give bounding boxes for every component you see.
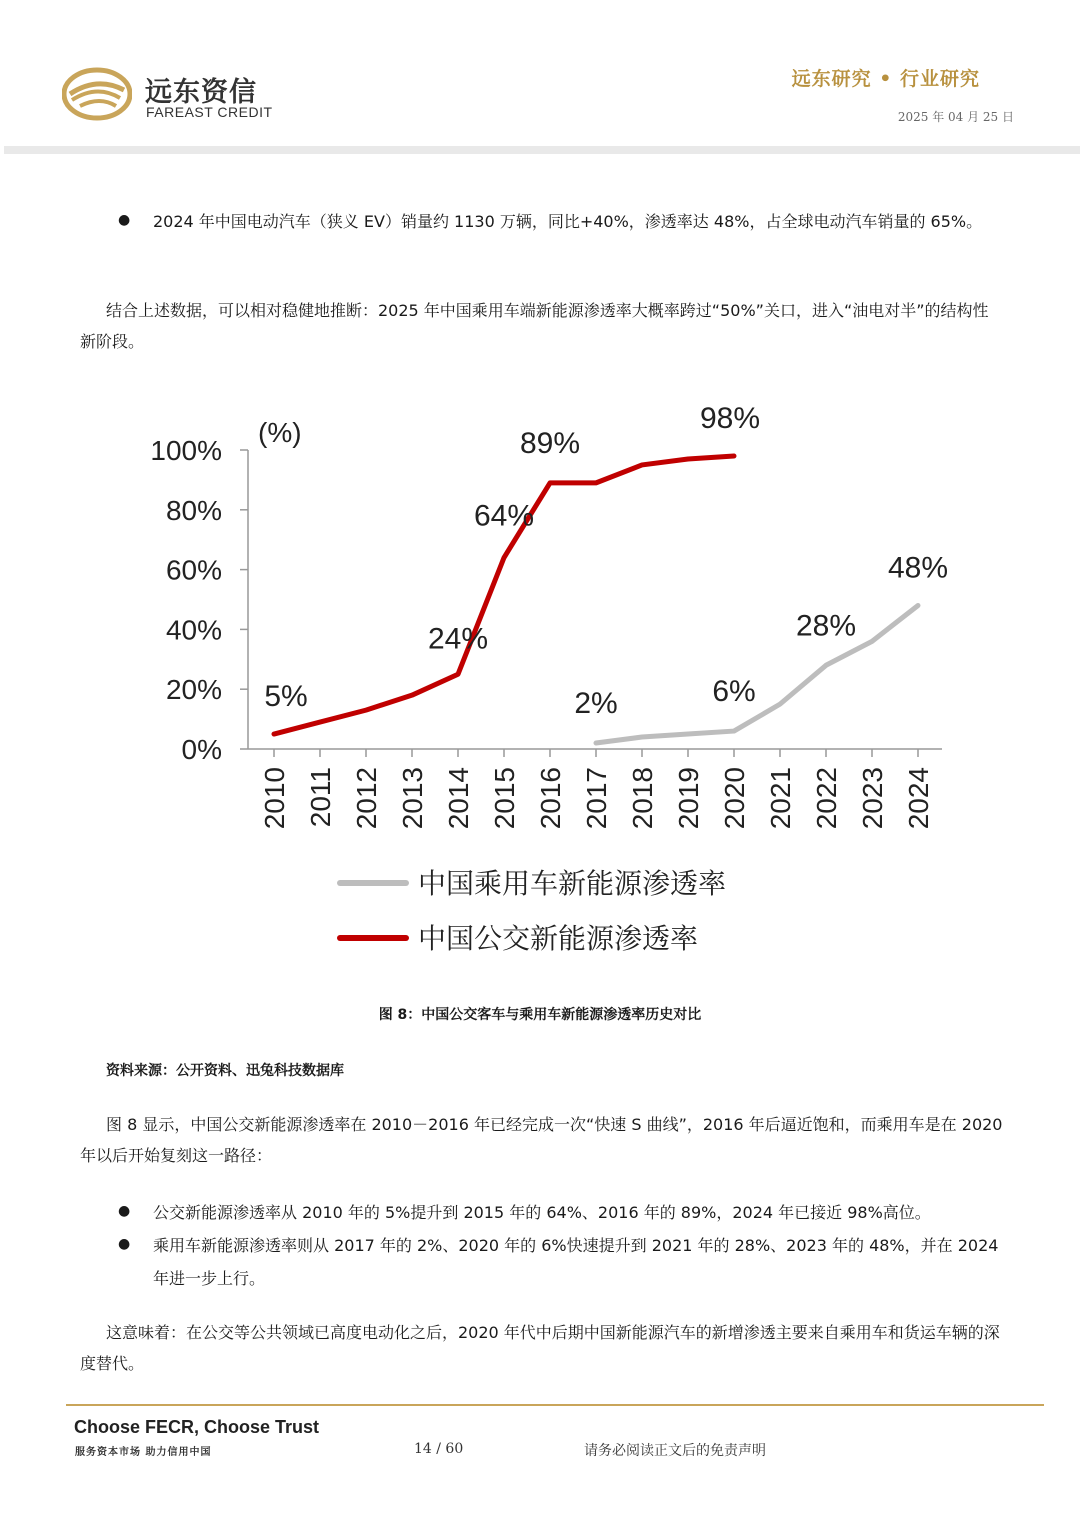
y-tick-label: 40% <box>165 614 222 646</box>
x-tick-label: 2019 <box>673 767 704 830</box>
x-tick-label: 2017 <box>581 767 612 830</box>
data-label: 48% <box>887 551 949 585</box>
footer-slogan: 服务资本市场 助力信用中国 <box>75 1447 212 1458</box>
series-line-1 <box>274 456 734 734</box>
data-source: 资料来源：公开资料、迅兔科技数据库 <box>106 1063 344 1079</box>
penetration-line-chart <box>130 390 990 980</box>
x-tick-label: 2024 <box>903 767 934 830</box>
logo-text-en: FAREAST CREDIT <box>146 104 273 120</box>
footer-brand: Choose FECR, Choose Trust <box>74 1417 320 1437</box>
data-label: 89% <box>519 426 581 460</box>
x-tick-label: 2020 <box>719 767 750 830</box>
y-tick-label: 80% <box>165 494 222 526</box>
paragraph-fig8 <box>80 1109 1004 1171</box>
legend-label-1: 中国公交新能源渗透率 <box>418 923 699 954</box>
y-tick-label: 0% <box>181 734 222 765</box>
header-divider <box>4 146 1080 154</box>
paragraph-fig8-text: 图 8 显示，中国公交新能源渗透率在 2010－2016 年已经完成一次“快速 S 曲线”，2016 年后逼近饱和，而乘用车是在 2020 年以后开始复刻这一路径： <box>80 1115 1003 1165</box>
logo-text-cn: 远东资信 <box>145 77 257 108</box>
bullet-marker: ● <box>118 1203 131 1219</box>
bullet-marker: ● <box>118 1236 131 1252</box>
paragraph-conclusion-text: 这意味着：在公交等公共领域已高度电动化之后，2020 年代中后期中国新能源汽车的新增渗透主要来自乘用车和货运车辆的深度替代。 <box>80 1323 1000 1373</box>
bullet-ev-sales: 2024 年中国电动汽车（狭义 EV）销量约 1130 万辆，同比+40%，渗透率达 48%，占全球电动汽车销量的 65%。 <box>153 212 983 231</box>
figure-caption: 图 8：中国公交客车与乘用车新能源渗透率历史对比 <box>378 1007 702 1023</box>
paragraph-conclusion <box>80 1317 1004 1379</box>
legend-label-0: 中国乘用车新能源渗透率 <box>418 868 727 899</box>
x-tick-label: 2016 <box>535 767 566 830</box>
x-tick-label: 2021 <box>765 767 796 830</box>
x-tick-label: 2023 <box>857 767 888 830</box>
y-tick-label: 20% <box>165 674 222 706</box>
x-tick-label: 2012 <box>351 767 382 830</box>
x-tick-label: 2011 <box>305 767 336 828</box>
data-label: 6% <box>712 675 756 709</box>
disclaimer-note: 请务必阅读正文后的免责声明 <box>584 1443 766 1459</box>
page-header <box>0 0 1080 146</box>
report-title: 远东研究 • 行业研究 <box>791 68 980 90</box>
bullet-bus: 公交新能源渗透率从 2010 年的 5%提升到 2015 年的 64%、2016 年的 89%，2024 年已接近 98%高位。 <box>153 1203 931 1222</box>
x-tick-label: 2014 <box>443 767 474 830</box>
paragraph-inference <box>80 295 1004 357</box>
y-tick-label: 100% <box>150 435 222 466</box>
data-label: 24% <box>427 622 489 656</box>
series-line-0 <box>596 605 918 743</box>
x-tick-label: 2010 <box>259 767 290 830</box>
bullet-marker: ● <box>118 212 131 228</box>
bullet-passenger: 乘用车新能源渗透率则从 2017 年的 2%、2020 年的 6%快速提升到 2021 年的 28%、2023 年的 48%，并在 2024 年进一步上行。 <box>153 1236 999 1288</box>
x-tick-label: 2013 <box>397 767 428 830</box>
y-unit-label: (%) <box>258 417 302 448</box>
data-label: 5% <box>264 680 308 714</box>
data-label: 28% <box>795 609 857 643</box>
x-tick-label: 2018 <box>627 767 658 830</box>
paragraph-inference-text: 结合上述数据，可以相对稳健地推断：2025 年中国乘用车端新能源渗透率大概率跨过“50%”关口，进入“油电对半”的结构性新阶段。 <box>80 301 989 351</box>
x-tick-label: 2015 <box>489 767 520 830</box>
footer-divider <box>66 1404 1044 1406</box>
x-tick-label: 2022 <box>811 767 842 830</box>
page-number: 14 / 60 <box>414 1441 464 1457</box>
data-label: 2% <box>574 687 618 721</box>
data-label: 98% <box>699 401 761 435</box>
y-tick-label: 60% <box>165 554 222 586</box>
data-label: 64% <box>473 499 535 533</box>
fareast-logo-icon <box>62 66 132 122</box>
report-date: 2025 年 04 月 25 日 <box>897 110 1014 124</box>
